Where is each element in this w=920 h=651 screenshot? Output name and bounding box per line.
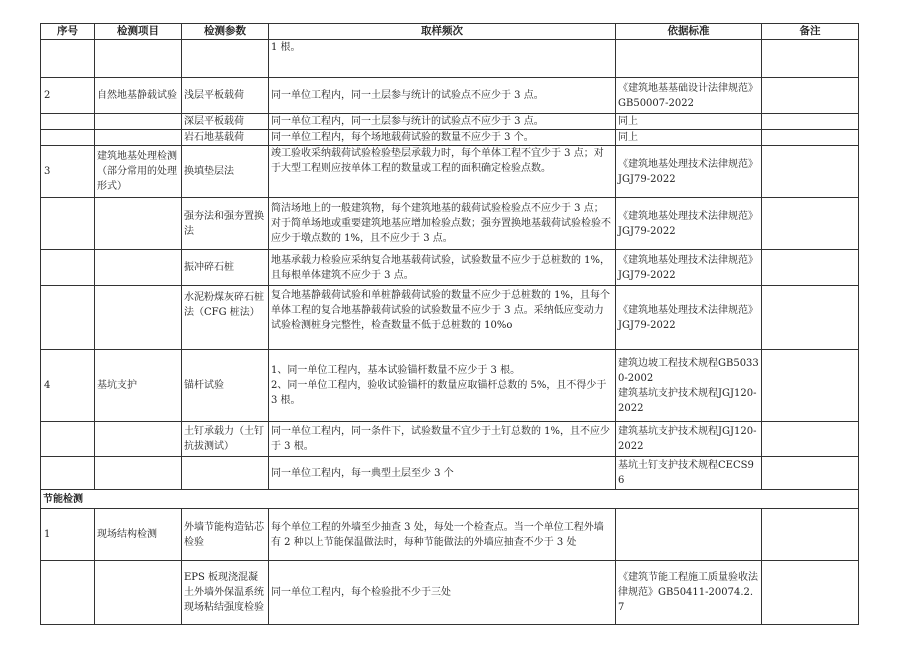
cell-note (762, 146, 859, 198)
cell-param (182, 40, 269, 78)
cell-item (95, 130, 182, 146)
cell-freq: 同一单位工程内，同一土层参与统计的试验点不应少于 3 点。 (269, 78, 616, 114)
cell-item (95, 250, 182, 286)
cell-item (95, 286, 182, 350)
header-std: 依据标准 (616, 24, 762, 40)
cell-freq: 同一单位工程内，同一土层参与统计的试验点不应少于 3 点。 (269, 114, 616, 130)
table-row (41, 457, 859, 490)
cell-param: 水泥粉煤灰碎石桩法（CFG 桩法） (182, 286, 269, 350)
cell-freq: 地基承载力检验应采纳复合地基载荷试验，试验数量不应少于总桩数的 1%，且每根单体建筑不应少于 3 点。 (269, 250, 616, 286)
inspection-table (40, 23, 859, 625)
cell-std: 《建筑地基处理技术法律规范》JGJ79-2022 (616, 286, 762, 350)
cell-item (95, 422, 182, 457)
header-note: 备注 (762, 24, 859, 40)
cell-freq: 简洁场地上的一般建筑物，每个建筑地基的载荷试验检验点不应少于 3 点；对于简单场地或重要建筑地基应增加检验点数；强夯置换地基载荷试验检验不应少于墩点数的 1%，且不应少于 3 点。 (269, 198, 616, 250)
table-row (41, 40, 859, 78)
cell-freq: 复合地基静载荷试验和单桩静载荷试验的数量不应少于总桩数的 1%，且每个单体工程的复合地基静载荷试验的试验数量不应少于 3 点。采纳低应变动力试验检测桩身完整性，检查数量不低于总桩数的 10%o (269, 286, 616, 350)
table-row (41, 130, 859, 146)
cell-std: 《建筑地基基础设计法律规范》GB50007-2022 (616, 78, 762, 114)
cell-item (95, 40, 182, 78)
cell-std: 基坑土钉支护技术规程CECS96 (616, 457, 762, 490)
cell-param (182, 457, 269, 490)
table-row (41, 78, 859, 114)
table-row (41, 422, 859, 457)
cell-param: EPS 板现浇混凝土外墙外保温系统现场粘结强度检验 (182, 561, 269, 625)
table-row (41, 350, 859, 422)
cell-param: 浅层平板载荷 (182, 78, 269, 114)
header-freq: 取样频次 (269, 24, 616, 40)
header-item: 检测项目 (95, 24, 182, 40)
cell-std: 《建筑地基处理技术法律规范》JGJ79-2022 (616, 250, 762, 286)
cell-no (41, 250, 95, 286)
cell-param: 强夯法和强夯置换法 (182, 198, 269, 250)
cell-item (95, 561, 182, 625)
cell-no (41, 422, 95, 457)
cell-param: 岩石地基载荷 (182, 130, 269, 146)
header-param: 检测参数 (182, 24, 269, 40)
cell-std: 建筑边坡工程技术规程GB50330-2002 建筑基坑支护技术规程JGJ120-2022 (616, 350, 762, 422)
cell-param: 土钉承载力（土钉抗拔测试） (182, 422, 269, 457)
cell-std (616, 509, 762, 561)
table-row (41, 286, 859, 350)
cell-param: 换填垫层法 (182, 146, 269, 198)
header-no: 序号 (41, 24, 95, 40)
cell-note (762, 422, 859, 457)
cell-param: 外墙节能构造钻芯检验 (182, 509, 269, 561)
cell-freq: 同一单位工程内，每个场地载荷试验的数量不应少于 3 个。 (269, 130, 616, 146)
table-row (41, 561, 859, 625)
cell-note (762, 561, 859, 625)
cell-note (762, 350, 859, 422)
cell-item: 建筑地基处理检测（部分常用的处理形式） (95, 146, 182, 198)
cell-note (762, 250, 859, 286)
cell-std: 同上 (616, 130, 762, 146)
cell-freq: 竣工验收采纳载荷试验检验垫层承载力时，每个单体工程不宜少于 3 点；对于大型工程则应按单体工程的数量或工程的面积确定检验点数。 (269, 146, 616, 198)
cell-note (762, 40, 859, 78)
table-row (41, 250, 859, 286)
cell-no: 1 (41, 509, 95, 561)
cell-freq: 同一单位工程内，每个检验批不少于三处 (269, 561, 616, 625)
section-title: 节能检测 (41, 490, 859, 509)
cell-no: 3 (41, 146, 95, 198)
cell-no: 4 (41, 350, 95, 422)
cell-no (41, 198, 95, 250)
cell-item (95, 457, 182, 490)
cell-note (762, 78, 859, 114)
cell-freq: 1 根。 (269, 40, 616, 78)
table-row (41, 114, 859, 130)
cell-no (41, 561, 95, 625)
cell-std: 同上 (616, 114, 762, 130)
cell-note (762, 509, 859, 561)
cell-item: 自然地基静载试验 (95, 78, 182, 114)
cell-note (762, 198, 859, 250)
cell-no (41, 114, 95, 130)
cell-note (762, 457, 859, 490)
cell-freq: 1、同一单位工程内，基本试验锚杆数量不应少于 3 根。 2、同一单位工程内，验收试验锚杆的数量应取锚杆总数的 5%，且不得少于 3 根。 (269, 350, 616, 422)
section-row (41, 490, 859, 509)
cell-no (41, 457, 95, 490)
cell-item (95, 114, 182, 130)
cell-std: 《建筑地基处理技术法律规范》JGJ79-2022 (616, 146, 762, 198)
table-row (41, 509, 859, 561)
table-row (41, 198, 859, 250)
cell-std: 建筑基坑支护技术规程JGJ120-2022 (616, 422, 762, 457)
cell-freq: 同一单位工程内，同一条件下，试验数量不宜少于土钉总数的 1%，且不应少于 3 根。 (269, 422, 616, 457)
cell-param: 深层平板载荷 (182, 114, 269, 130)
cell-no: 2 (41, 78, 95, 114)
cell-item: 基坑支护 (95, 350, 182, 422)
cell-no (41, 130, 95, 146)
cell-no (41, 40, 95, 78)
cell-note (762, 286, 859, 350)
cell-item: 现场结构检测 (95, 509, 182, 561)
cell-note (762, 130, 859, 146)
cell-param: 振冲碎石桩 (182, 250, 269, 286)
cell-item (95, 198, 182, 250)
cell-note (762, 114, 859, 130)
cell-param: 锚杆试验 (182, 350, 269, 422)
cell-std: 《建筑节能工程施工质量验收法律规范》GB50411-20074.2.7 (616, 561, 762, 625)
table-row (41, 146, 859, 198)
cell-std (616, 40, 762, 78)
cell-std: 《建筑地基处理技术法律规范》JGJ79-2022 (616, 198, 762, 250)
cell-freq: 每个单位工程的外墙至少抽查 3 处，每处一个检查点。当一个单位工程外墙有 2 种以上节能保温做法时，每种节能做法的外墙应抽查不少于 3 处 (269, 509, 616, 561)
cell-freq: 同一单位工程内，每一典型土层至少 3 个 (269, 457, 616, 490)
header-row (41, 24, 859, 40)
cell-no (41, 286, 95, 350)
